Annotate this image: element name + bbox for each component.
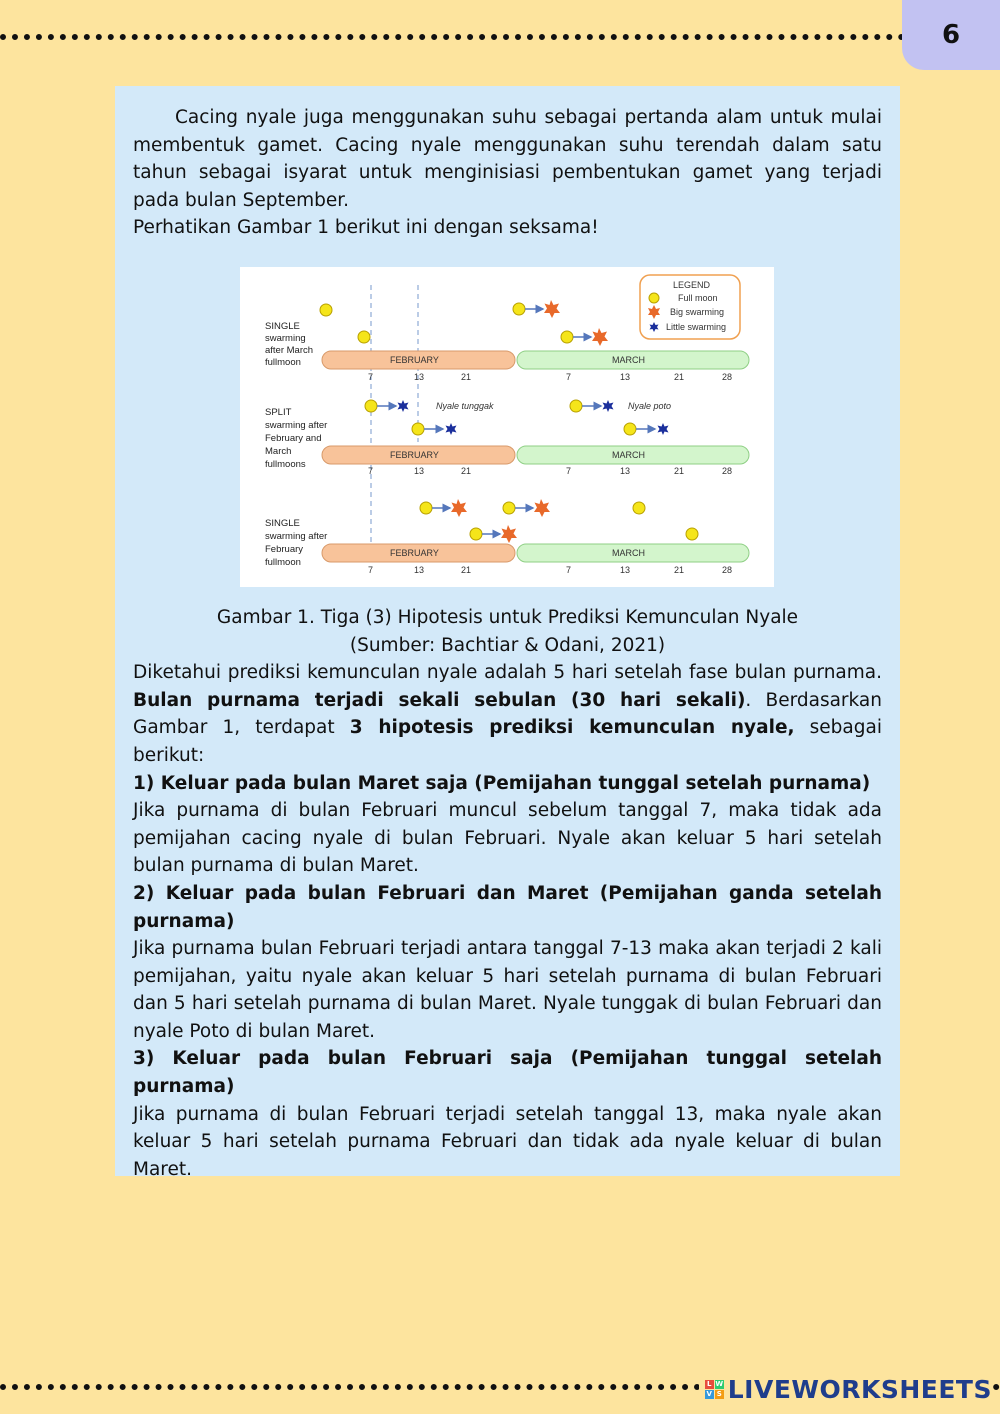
nyale-tunggak-label: Nyale tunggak (436, 400, 494, 411)
march-label: MARCH (612, 547, 645, 558)
big-swarm-icon (534, 499, 550, 517)
scenario2-label-4: March (265, 445, 292, 457)
scenario-single-february (265, 499, 749, 575)
scenario3-label-4: fullmoon (265, 556, 301, 568)
tick-label: 21 (674, 465, 685, 476)
scenario1-label-3: after March (265, 344, 314, 356)
logo-letter: S (716, 1389, 722, 1398)
tick-label: 21 (461, 564, 472, 575)
content-box (115, 86, 900, 1180)
big-swarm-icon (501, 525, 517, 543)
hypothesis-3-heading: 3) Keluar pada bulan Februari saja (Pemijahan tunggal setelah purnama) (133, 1048, 882, 1098)
brand-name: LIVEWORKSHEETS (727, 1374, 992, 1404)
liveworksheets-logo[interactable] (699, 1372, 992, 1406)
big-swarm-icon (451, 499, 467, 517)
full-moon-icon (686, 528, 698, 540)
scenario3-label-2: swarming after (265, 530, 328, 542)
tick-label: 7 (368, 465, 374, 476)
full-moon-icon (561, 331, 573, 343)
bold-span: Bulan purnama terjadi sekali sebulan (30 hari sekali) (133, 689, 746, 711)
scenario2-label-3: February and (265, 432, 322, 444)
full-moon-icon (365, 400, 377, 412)
full-moon-icon (320, 304, 332, 316)
full-moon-icon (503, 502, 515, 514)
nyale-poto-label: Nyale poto (628, 400, 672, 411)
tick-label: 28 (722, 371, 733, 382)
figure-caption: Gambar 1. Tiga (3) Hipotesis untuk Prediksi Kemunculan Nyale (216, 606, 799, 628)
scenario2-label-5: fullmoons (265, 458, 306, 470)
full-moon-icon (570, 400, 582, 412)
full-moon-icon (420, 502, 432, 514)
big-swarm-icon (592, 328, 608, 346)
full-moon-icon (358, 331, 370, 343)
full-moon-icon (513, 303, 525, 315)
hypothesis-1-heading: 1) Keluar pada bulan Maret saja (Pemijahan tunggal setelah purnama) (133, 772, 871, 794)
little-swarm-icon (603, 400, 614, 412)
hypothesis-figure (240, 267, 774, 587)
scenario1-label-2: swarming (265, 332, 306, 344)
tick-label: 28 (722, 465, 733, 476)
tick-label: 7 (368, 371, 374, 382)
scenario2-label-1: SPLIT (265, 406, 292, 418)
little-swarm-icon (658, 423, 669, 435)
scenario3-label-3: February (265, 543, 304, 555)
tick-label: 28 (722, 564, 733, 575)
tick-label: 21 (674, 371, 685, 382)
legend-full-moon: Full moon (678, 292, 718, 303)
tick-label: 13 (620, 465, 631, 476)
hypothesis-1-text: Jika purnama di bulan Februari muncul sebelum tanggal 7, maka tidak ada pemijahan cacing nyale di bulan Februari. Nyale akan keluar 5 hari setelah bulan purnama di bulan Maret. (133, 800, 882, 877)
tick-label: 21 (461, 371, 472, 382)
figure-source: (Sumber: Bachtiar & Odani, 2021) (349, 634, 666, 656)
tick-label: 13 (414, 465, 425, 476)
full-moon-icon (624, 423, 636, 435)
legend-moon-icon (649, 293, 659, 303)
tick-label: 13 (620, 564, 631, 575)
scenario3-label-1: SINGLE (265, 517, 300, 529)
scenario-split (265, 400, 749, 476)
little-swarm-icon (398, 400, 409, 412)
tick-label: 21 (461, 465, 472, 476)
logo-letter: W (715, 1379, 724, 1388)
legend-big-swarming: Big swarming (670, 306, 725, 317)
bold-span: 3 hipotesis prediksi kemunculan nyale, (349, 717, 795, 739)
intro-hypotheses-paragraph (133, 659, 882, 769)
scenario1-label-1: SINGLE (265, 320, 300, 332)
february-label: FEBRUARY (390, 354, 439, 365)
text-span: sebagai berikut: (133, 717, 882, 766)
text-span: . Berdasarkan Gambar 1, terdapat (133, 689, 882, 739)
tick-label: 7 (368, 564, 374, 575)
full-moon-icon (470, 528, 482, 540)
tick-label: 13 (414, 564, 425, 575)
march-label: MARCH (612, 354, 645, 365)
logo-letter: L (705, 1380, 714, 1389)
legend-little-swarming: Little swarming (666, 321, 727, 332)
tick-label: 13 (414, 371, 425, 382)
february-label: FEBRUARY (390, 547, 439, 558)
logo-letter: V (706, 1389, 712, 1398)
big-swarm-icon (544, 300, 560, 318)
march-label: MARCH (612, 449, 645, 460)
hypothesis-2-heading: 2) Keluar pada bulan Februari dan Maret (Pemijahan ganda setelah purnama) (133, 882, 882, 932)
scenario2-label-2: swarming after (265, 419, 328, 431)
tick-label: 7 (566, 371, 572, 382)
page-number: 6 (941, 20, 961, 50)
legend-title: LEGEND (673, 279, 711, 290)
hypothesis-3-text: Jika purnama di bulan Februari terjadi setelah tanggal 13, maka nyale akan keluar 5 hari setelah purnama Februari dan tidak ada nyale keluar di bulan Maret. (133, 1103, 882, 1180)
text-span: Diketahui prediksi kemunculan nyale adalah 5 hari setelah fase bulan purnama. (133, 662, 882, 684)
figure-legend (640, 275, 740, 339)
february-label: FEBRUARY (390, 449, 439, 460)
tick-label: 21 (674, 564, 685, 575)
top-dotted-rule (0, 34, 905, 40)
scenario1-label-4: fullmoon (265, 356, 301, 368)
hypothesis-2-text: Jika purnama bulan Februari terjadi antara tanggal 7-13 maka akan terjadi 2 kali pemijahan, yaitu nyale akan keluar 5 hari setelah purnama di bulan Februari dan 5 hari setelah purnama di bulan Maret. Nyale tunggak di bulan Februari dan nyale Poto di bulan Maret. (133, 938, 882, 1042)
figure-instruction: Perhatikan Gambar 1 berikut ini dengan seksama! (133, 217, 599, 239)
little-swarm-icon (446, 423, 457, 435)
hypothesis-diagram (240, 267, 774, 587)
intro-paragraph: Cacing nyale juga menggunakan suhu sebagai pertanda alam untuk mulai membentuk gamet. Cacing nyale menggunakan suhu terendah dalam satu tahun sebagai isyarat untuk menginisiasi pembentukan gamet yang terjadi pada bulan September. (133, 107, 882, 211)
tick-label: 7 (566, 465, 572, 476)
tick-label: 7 (566, 564, 572, 575)
tick-label: 13 (620, 371, 631, 382)
full-moon-icon (412, 423, 424, 435)
page-number-tab (902, 0, 1000, 70)
logo-icon (705, 1380, 724, 1399)
full-moon-icon (633, 502, 645, 514)
